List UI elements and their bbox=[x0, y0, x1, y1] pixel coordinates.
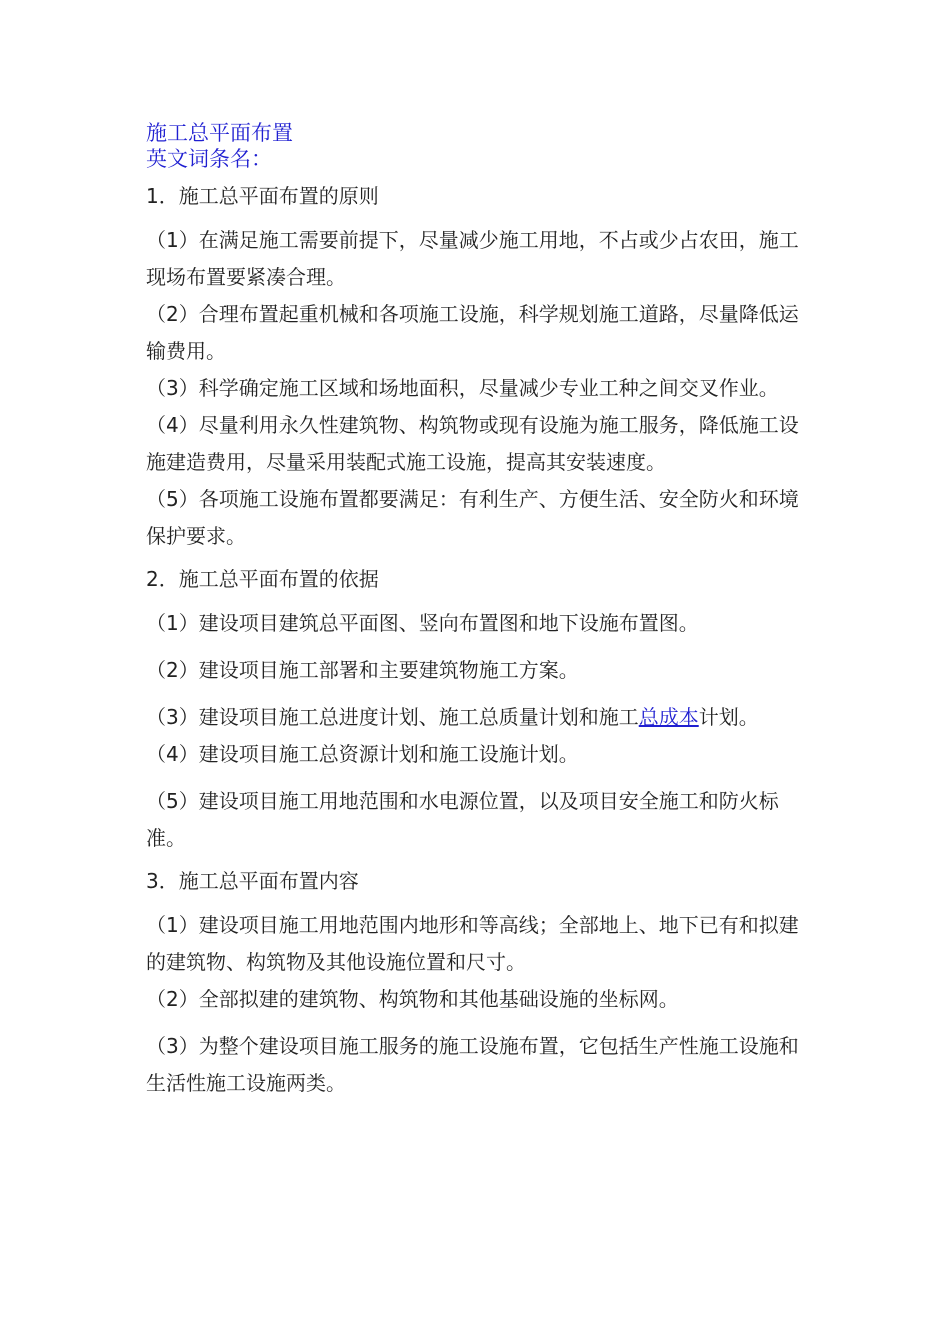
section-1-item-1: （1）在满足施工需要前提下，尽量减少施工用地，不占或少占农田，施工现场布置要紧凑合理。 bbox=[146, 228, 799, 289]
section-heading-2: 2．施工总平面布置的依据 bbox=[146, 567, 379, 591]
section-heading-1: 1．施工总平面布置的原则 bbox=[146, 184, 379, 208]
section-3-item-2: （2）全部拟建的建筑物、构筑物和其他基础设施的坐标网。 bbox=[146, 987, 679, 1011]
section-1-item-5: （5）各项施工设施布置都要满足：有利生产、方便生活、安全防火和环境保护要求。 bbox=[146, 487, 799, 548]
section-2-item-4: （4）建设项目施工总资源计划和施工设施计划。 bbox=[146, 742, 579, 766]
section-3-item-3: （3）为整个建设项目施工服务的施工设施布置，它包括生产性施工设施和生活性施工设施两类。 bbox=[146, 1034, 799, 1095]
section-2-item-3-suffix: 计划。 bbox=[698, 705, 759, 729]
document-title-block bbox=[146, 120, 810, 172]
section-heading-3: 3．施工总平面布置内容 bbox=[146, 869, 359, 893]
section-1-item-2: （2）合理布置起重机械和各项施工设施，科学规划施工道路，尽量降低运输费用。 bbox=[146, 302, 799, 363]
section-2-item-3 bbox=[146, 699, 810, 736]
section-1-item-4: （4）尽量利用永久性建筑物、构筑物或现有设施为施工服务，降低施工设施建造费用，尽量采用装配式施工设施，提高其安装速度。 bbox=[146, 413, 799, 474]
document-title: 施工总平面布置 bbox=[146, 121, 293, 145]
section-3-item-1: （1）建设项目施工用地范围内地形和等高线；全部地上、地下已有和拟建的建筑物、构筑物及其他设施位置和尺寸。 bbox=[146, 913, 799, 974]
english-term-label: 英文词条名： bbox=[146, 147, 272, 171]
document-page bbox=[146, 120, 810, 1102]
section-2-item-2: （2）建设项目施工部署和主要建筑物施工方案。 bbox=[146, 658, 579, 682]
section-1-item-3: （3）科学确定施工区域和场地面积，尽量减少专业工种之间交叉作业。 bbox=[146, 376, 779, 400]
section-2-item-1: （1）建设项目建筑总平面图、竖向布置图和地下设施布置图。 bbox=[146, 611, 699, 635]
total-cost-link[interactable]: 总成本 bbox=[638, 705, 699, 729]
section-2-item-5: （5）建设项目施工用地范围和水电源位置，以及项目安全施工和防火标准。 bbox=[146, 789, 779, 850]
section-2-item-3-prefix: （3）建设项目施工总进度计划、施工总质量计划和施工 bbox=[146, 705, 639, 729]
